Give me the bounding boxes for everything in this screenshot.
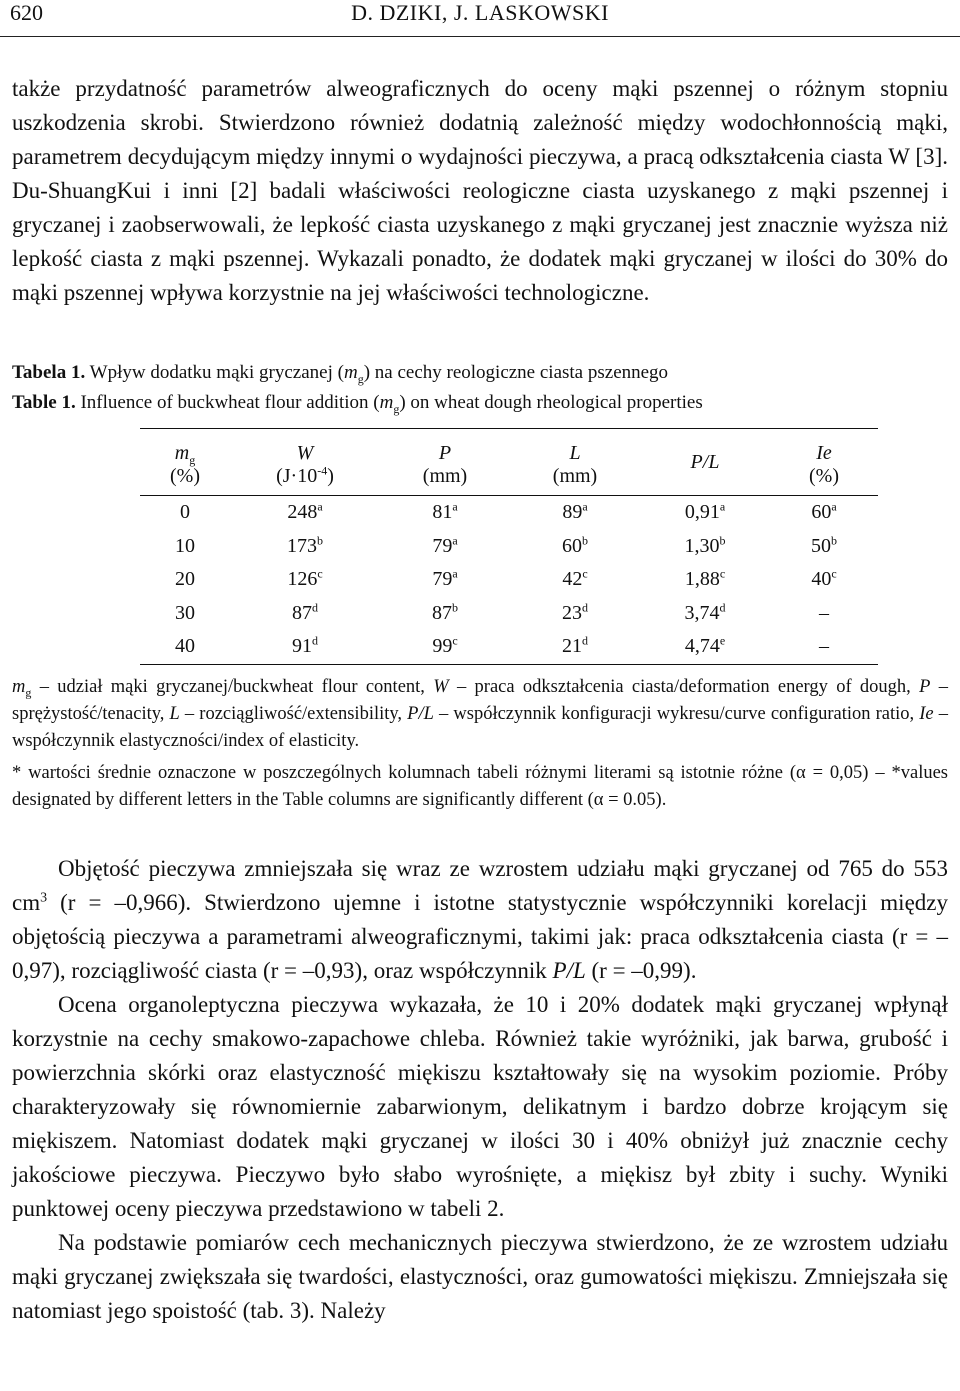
cell-p: 79$^a$ <box>432 533 458 557</box>
cell-ie: – <box>819 601 829 624</box>
cell-ie: – <box>770 630 878 664</box>
caption-en-var: m <box>379 392 394 413</box>
table-footnote: * wartości średnie oznaczone w poszczególnych kolumnach tabeli różnymi literami są istotnie różne (α = 0,05) – *values designated by different letters in the Table columns are significantly different (α = 0.05). <box>12 763 948 810</box>
caption-pl-text-a: Wpływ dodatku mąki gryczanej ( <box>89 362 344 383</box>
cell-pl: 3,74$^d$ <box>684 600 726 624</box>
cell-l: 60$^b$ <box>562 533 588 557</box>
cell-w: 91$^d$ <box>230 630 380 664</box>
caption-en-text-b: ) on wheat dough rheological properties <box>399 392 703 413</box>
table-row <box>140 630 878 664</box>
header-w: W <box>230 429 380 466</box>
cell-l: 23$^d$ <box>562 600 588 624</box>
results-table <box>140 428 878 665</box>
caption-en-sub: g <box>393 401 400 416</box>
running-head-authors: D. DZIKI, J. LASKOWSKI <box>351 0 609 25</box>
cell-pl: 1,88$^c$ <box>684 566 726 591</box>
paragraph-mechanical: Na podstawie pomiarów cech mechanicznych pieczywa stwierdzono, że ze wzrostem udziału mąki gryczanej zwiększała się twardości, elastyczności, oraz gumowatości miękiszu. Zmniejszała się natomiast jego spoistość (tab. 3). Należy <box>12 1230 948 1323</box>
cell-p: 87$^b$ <box>432 600 458 624</box>
cell-ie: 40$^c$ <box>811 566 837 591</box>
cell-mg: 0 <box>180 501 190 524</box>
cell-mg: 20 <box>175 568 195 591</box>
caption-en <box>12 388 948 418</box>
header-l: L <box>510 429 640 466</box>
cell-l: 42$^c$ <box>562 566 588 591</box>
page-header <box>0 0 960 37</box>
cell-mg: 40 <box>140 630 230 664</box>
unit-w: $(J\cdot 10^{-4})$ <box>230 465 380 496</box>
header-p: P <box>380 429 510 466</box>
caption-pl <box>12 358 948 388</box>
cell-p: 81$^a$ <box>432 499 458 524</box>
cell-pl: 1,30$^b$ <box>684 533 726 557</box>
cell-mg: 30 <box>175 601 195 624</box>
paragraph-volume: Objętość pieczywa zmniejszała się wraz ze wzrostem udziału mąki gryczanej od 765 do 553 $cm^3$ (r = –0,966). Stwierdzono ujemne i istotne statystycznie współczynniki korelacji między objętością pieczywa a parametrami alweograficznymi, takimi jak: praca odkształcenia ciasta (r = –0,97), rozciągliwość ciasta (r = –0,93), oraz współczynnik P/L (r = –0,99). <box>12 856 948 983</box>
cell-ie: 50$^b$ <box>811 533 837 557</box>
header-pl: P/L <box>640 429 770 496</box>
caption-pl-var: m <box>343 362 358 383</box>
caption-en-text-a: Influence of buckwheat flour addition ( <box>80 392 380 413</box>
cell-w: 126$^c$ <box>287 566 323 591</box>
cell-l: 21$^d$ <box>510 630 640 664</box>
cell-w: 173$^b$ <box>287 533 323 557</box>
table-row <box>140 496 878 530</box>
cell-w: 87$^d$ <box>292 600 318 624</box>
unit-l: (mm) <box>510 465 640 496</box>
table-legend: $m_g$ – udział mąki gryczanej/buckwheat flour content, W – praca odkształcenia ciasta/deformation energy of dough, P – sprężystość/tenacity, L – rozciągliwość/extensibility, P/L – współczynnik konfiguracji wykresu/curve configuration ratio, Ie – współczynnik elastyczności/index of elasticity. <box>12 677 949 751</box>
caption-pl-sub: g <box>357 371 364 386</box>
cell-pl: 0,91$^a$ <box>684 499 726 524</box>
cell-p: 99$^c$ <box>380 630 510 664</box>
unit-mg: (%) <box>140 465 230 496</box>
results-text <box>12 852 948 1328</box>
cell-l: 89$^a$ <box>562 499 588 524</box>
header-ie: Ie <box>770 429 878 466</box>
caption-en-label: Table 1. <box>12 392 76 413</box>
table-row <box>140 597 878 631</box>
cell-pl: 4,74e <box>640 630 770 664</box>
page-number: 620 <box>10 0 43 25</box>
intro-paragraph: także przydatność parametrów alweograficznych do oceny mąki pszennej o różnym stopniu uszkodzenia skrobi. Stwierdzono również dodatnią zależność między wodochłonnością mąki, parametrem decydującym między innymi o wydajności pieczywa, a pracą odkształcenia ciasta W [3]. Du-ShuangKui i inni [2] badali właściwości reologiczne ciasta uzyskanego z mąki pszennej i gryczanej i zaobserwowali, że lepkość ciasta uzyskanego z mąki gryczanej jest znacznie wyższa niż lepkość ciasta z mąki pszennej. Wykazali ponadto, że dodatek mąki gryczanej w ilości do 30% do mąki pszennej wpływa korzystnie na jej właściwości technologiczne. <box>12 76 948 305</box>
table-header-row <box>140 429 878 466</box>
table-row <box>140 563 878 597</box>
header-mg: $m_g$ <box>140 429 230 466</box>
caption-pl-text-b: ) na cechy reologiczne ciasta pszennego <box>363 362 669 383</box>
cell-p: 79$^a$ <box>432 566 458 591</box>
table-row <box>140 530 878 564</box>
unit-p: (mm) <box>380 465 510 496</box>
caption-pl-label: Tabela 1. <box>12 362 86 383</box>
intro-paragraph-block <box>12 72 948 310</box>
cell-w: 248$^a$ <box>287 499 323 524</box>
cell-mg: 10 <box>175 534 195 557</box>
unit-ie: (%) <box>770 465 878 496</box>
table-captions <box>12 358 948 418</box>
paragraph-sensory: Ocena organoleptyczna pieczywa wykazała, że 10 i 20% dodatek mąki gryczanej wpłynął korzystnie na cechy smakowo-zapachowe chleba. Również takie wyróżniki, jak barwa, grubość i powierzchnia skórki oraz elastyczność miękiszu kształtowały się na wysokim poziomie. Próby charakteryzowały się równomiernie zabarwionym, delikatnym i bardzo dobrze krojącym się miękiszem. Natomiast dodatek mąki gryczanej w ilości 30 i 40% obniżył już znacznie cechy jakościowe pieczywa. Pieczywo było słabo wyrośnięte, a miękisz był zbity i suchy. Wyniki punktowej oceny pieczywa przedstawiono w tabeli 2. <box>12 992 948 1221</box>
cell-ie: 60$^a$ <box>811 499 837 524</box>
